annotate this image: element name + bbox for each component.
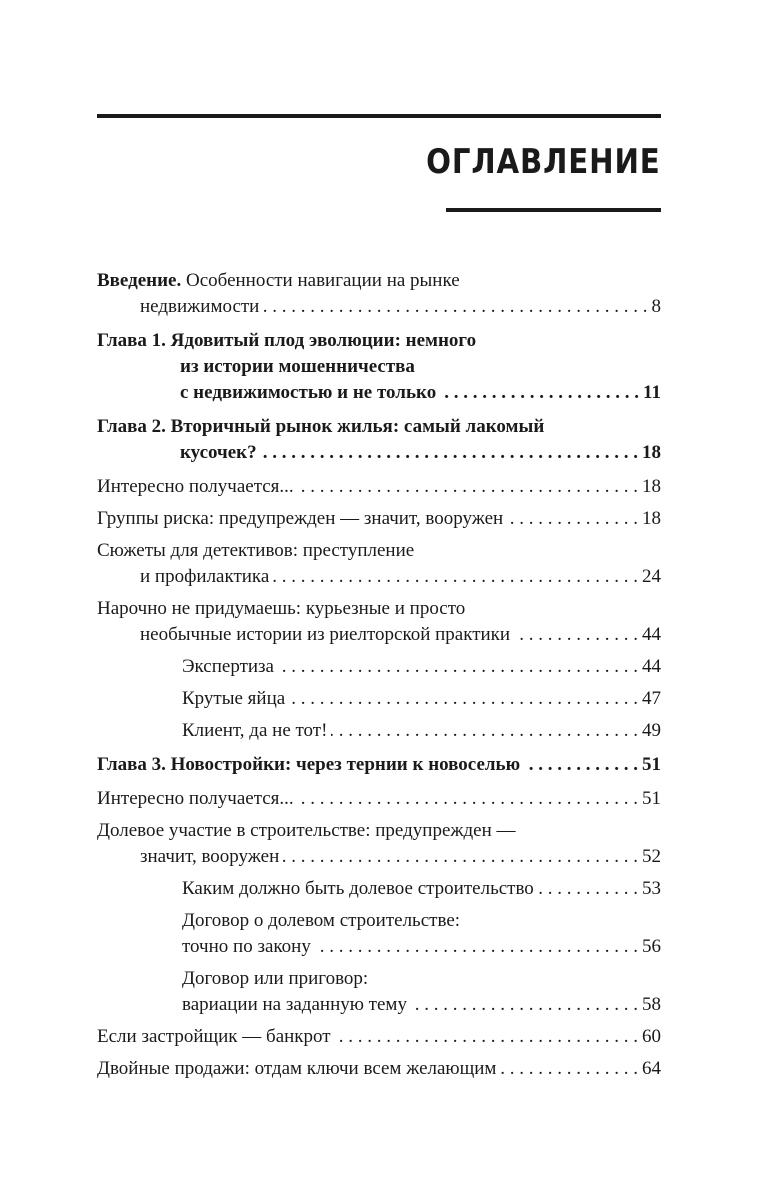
- leader-dots: [538, 876, 638, 902]
- toc-entry[interactable]: [97, 786, 661, 812]
- leader-dots: [514, 622, 638, 648]
- toc-entry-chapter-3[interactable]: [97, 752, 661, 778]
- entry-title-line1: Нарочно не придумаешь: курьезные и просто: [97, 598, 466, 619]
- leader-dots: [331, 718, 638, 744]
- leader-dots: [283, 844, 638, 870]
- page-number: 8: [651, 296, 661, 317]
- page-number: 56: [642, 936, 661, 957]
- entry-title: Каким должно быть долевое строительство: [182, 878, 534, 899]
- leader-dots: [298, 474, 638, 500]
- toc-subentry[interactable]: [97, 908, 661, 960]
- toc-subentry[interactable]: [97, 718, 661, 744]
- leader-dots: [278, 654, 638, 680]
- page-number: 51: [642, 788, 661, 809]
- entry-title-line2: необычные истории из риелторской практики: [140, 624, 511, 645]
- page-number: 11: [643, 382, 661, 403]
- chapter-2-title-line1: Глава 2. Вторичный рынок жилья: самый лакомый: [97, 416, 545, 437]
- page-number: 44: [642, 624, 661, 645]
- toc-entry[interactable]: [97, 474, 661, 500]
- entry-title-line2: и профилактика: [140, 566, 270, 587]
- entry-title: Клиент, да не тот!: [182, 720, 328, 741]
- entry-title: Интересно получается...: [97, 476, 294, 497]
- title-rule: [446, 208, 661, 212]
- entry-title-line2: значит, вооружен: [140, 846, 280, 867]
- page-number: 64: [642, 1058, 661, 1079]
- page-number: 60: [642, 1026, 661, 1047]
- intro-lead: Введение.: [97, 270, 182, 291]
- page-number: 47: [642, 688, 661, 709]
- toc-entry-chapter-1[interactable]: [97, 328, 661, 406]
- toc-entry[interactable]: [97, 596, 661, 648]
- leader-dots: [261, 440, 638, 466]
- toc-subentry[interactable]: [97, 686, 661, 712]
- page-number: 58: [642, 994, 661, 1015]
- toc-entry-chapter-2[interactable]: [97, 414, 661, 466]
- entry-title: Группы риска: предупрежден — значит, вооружен: [97, 508, 504, 529]
- page-number: 53: [642, 878, 661, 899]
- entry-title-line1: Договор или приговор:: [182, 968, 369, 989]
- page-number: 51: [642, 754, 661, 775]
- leader-dots: [500, 1056, 638, 1082]
- entry-title-line1: Договор о долевом строительстве:: [182, 910, 461, 931]
- entry-title-line1: Сюжеты для детективов: преступление: [97, 540, 415, 561]
- toc-entry[interactable]: [97, 506, 661, 532]
- entry-title-line1: Долевое участие в строительстве: предупрежден —: [97, 820, 516, 841]
- chapter-3-title: Глава 3. Новостройки: через тернии к новоселью: [97, 754, 521, 775]
- intro-title-line2: недвижимости: [140, 296, 260, 317]
- entry-title-line2: точно по закону: [182, 936, 311, 957]
- entry-title: Двойные продажи: отдам ключи всем желающим: [97, 1058, 497, 1079]
- leader-dots: [411, 992, 638, 1018]
- page-number: 18: [642, 442, 661, 463]
- toc-entry-intro[interactable]: [97, 268, 661, 320]
- table-of-contents: [97, 268, 661, 1088]
- page-number: 24: [642, 566, 661, 587]
- entry-title: Интересно получается...: [97, 788, 294, 809]
- toc-entry[interactable]: [97, 538, 661, 590]
- leader-dots: [289, 686, 638, 712]
- top-rule: [97, 114, 661, 118]
- toc-subentry[interactable]: [97, 966, 661, 1018]
- page-number: 18: [642, 476, 661, 497]
- chapter-1-title-line2: из истории мошенничества: [180, 356, 415, 377]
- leader-dots: [263, 294, 647, 320]
- entry-title: Экспертиза: [182, 656, 274, 677]
- leader-dots: [298, 786, 638, 812]
- toc-entry[interactable]: [97, 1056, 661, 1082]
- chapter-1-title-line3: с недвижимостью и не только: [180, 382, 437, 403]
- leader-dots: [315, 934, 638, 960]
- leader-dots: [524, 752, 638, 778]
- toc-entry[interactable]: [97, 1024, 661, 1050]
- entry-title-line2: вариации на заданную тему: [182, 994, 407, 1015]
- leader-dots: [335, 1024, 638, 1050]
- page-title: ОГЛАВЛЕНИЕ: [426, 142, 661, 182]
- page-number: 49: [642, 720, 661, 741]
- toc-entry[interactable]: [97, 818, 661, 870]
- page-number: 18: [642, 508, 661, 529]
- leader-dots: [507, 506, 638, 532]
- page-number: 44: [642, 656, 661, 677]
- leader-dots: [440, 380, 639, 406]
- chapter-1-title-line1: Глава 1. Ядовитый плод эволюции: немного: [97, 330, 477, 351]
- intro-title-line1: Особенности навигации на рынке: [186, 270, 460, 291]
- page-number: 52: [642, 846, 661, 867]
- entry-title: Если застройщик — банкрот: [97, 1026, 331, 1047]
- chapter-2-title-line2: кусочек?: [180, 442, 257, 463]
- toc-subentry[interactable]: [97, 654, 661, 680]
- toc-subentry[interactable]: [97, 876, 661, 902]
- leader-dots: [273, 564, 638, 590]
- entry-title: Крутые яйца: [182, 688, 286, 709]
